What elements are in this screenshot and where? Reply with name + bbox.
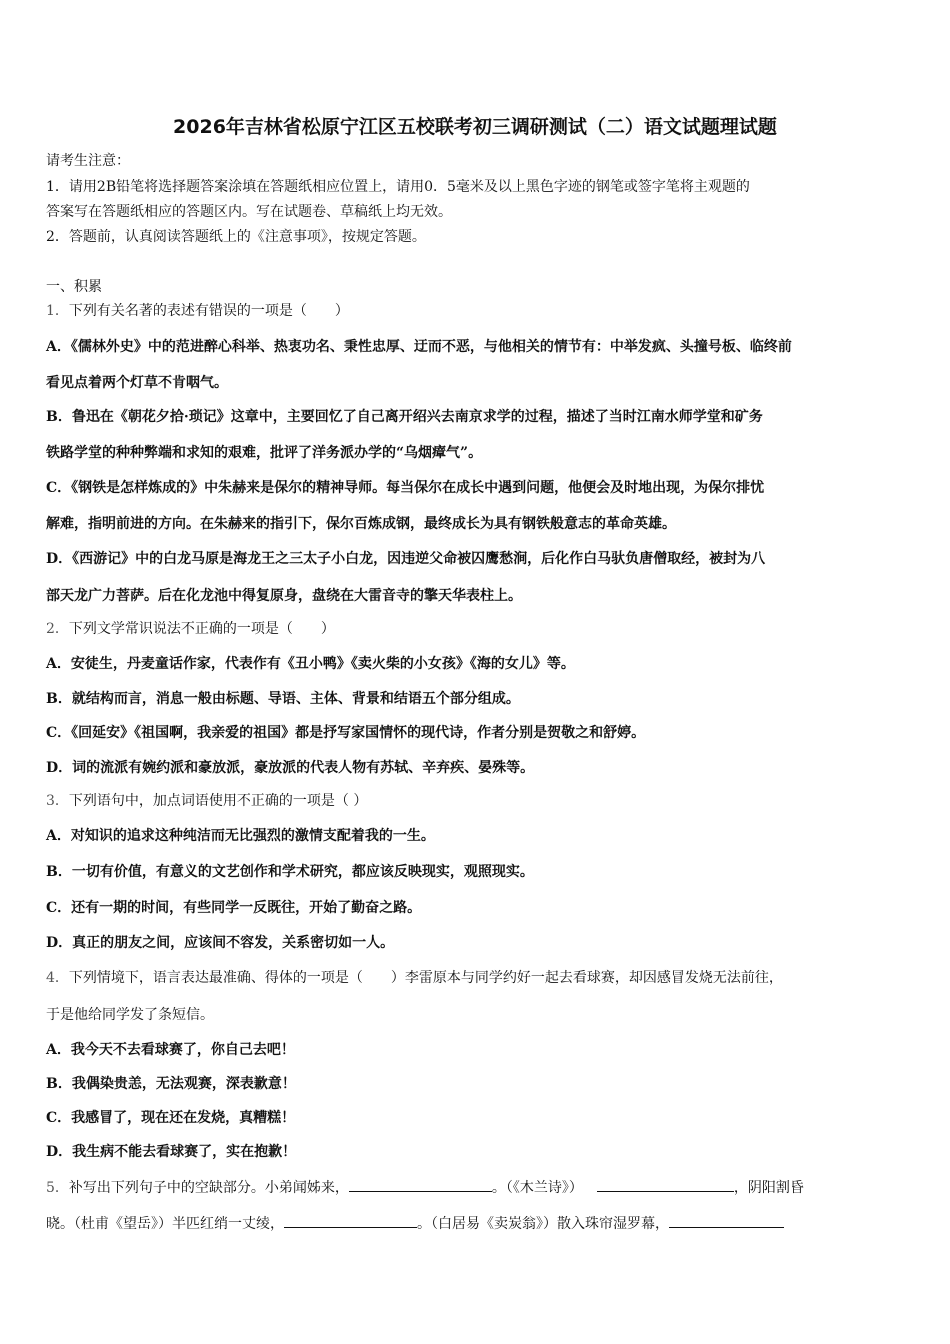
notice-item-1-cont: 答案写在答题纸相应的答题区内。写在试题卷、草稿纸上均无效。 (46, 204, 452, 220)
q1-option-d-cont: 部天龙广力菩萨。后在化龙池中得复原身，盘绕在大雷音寺的擎天华表柱上。 (46, 588, 522, 604)
question-4-stem-cont: 于是他给同学发了条短信。 (46, 1007, 214, 1023)
q3-option-a: A．对知识的追求这种纯洁而无比强烈的激情支配着我的一生。 (46, 828, 435, 844)
question-text: ，阴阳割昏 (733, 1180, 804, 1196)
notice-item-2: 2．答题前，认真阅读答题纸上的《注意事项》，按规定答题。 (46, 229, 426, 245)
question-2-stem (46, 619, 916, 639)
q1-option-d: D．《西游记》中的白龙马原是海龙王之三太子小白龙，因违逆父命被囚鹰愁涧，后化作白马驮负唐僧取经，被封为八 (46, 551, 766, 567)
q2-option-a: A．安徒生，丹麦童话作家，代表作有《丑小鸭》《卖火柴的小女孩》《海的女儿》等。 (46, 656, 575, 672)
fill-blank[interactable] (669, 1212, 784, 1228)
q1-option-c: C．《钢铁是怎样炼成的》中朱赫来是保尔的精神导师。每当保尔在成长中遇到问题，他便会及时地出现，为保尔排忧 (46, 480, 765, 496)
q1-option-a: A．《儒林外史》中的范进醉心科举、热衷功名、秉性忠厚、迂而不恶，与他相关的情节有：中举发疯、头撞号板、临终前 (46, 339, 792, 355)
q2-option-c: C．《回延安》《祖国啊，我亲爱的祖国》都是抒写家国情怀的现代诗，作者分别是贺敬之和舒婷。 (46, 725, 646, 741)
q1-option-b: B．鲁迅在《朝花夕拾·琐记》这章中，主要回忆了自己离开绍兴去南京求学的过程，描述了当时江南水师学堂和矿务 (46, 409, 763, 425)
q3-option-b: B．一切有价值，有意义的文艺创作和学术研究，都应该反映现实，观照现实。 (46, 864, 534, 880)
q4-option-c: C．我感冒了，现在还在发烧，真糟糕！ (46, 1110, 296, 1126)
q1-option-b-cont: 铁路学堂的种种弊端和求知的艰难，批评了洋务派办学的“乌烟瘴气”。 (46, 445, 483, 461)
question-text: 。（《木兰诗》） (491, 1180, 583, 1196)
q4-option-d: D．我生病不能去看球赛了，实在抱歉！ (46, 1144, 297, 1160)
question-text: 晓。（杜甫《望岳》）半匹红绡一丈绫， (46, 1216, 284, 1232)
fill-blank[interactable] (349, 1176, 492, 1192)
question-number: 4． (46, 970, 69, 986)
question-number: 3． (46, 793, 69, 809)
q1-option-c-cont: 解难，指明前进的方向。在朱赫来的指引下，保尔百炼成钢，最终成长为具有钢铁般意志的革命英雄。 (46, 516, 676, 532)
q2-option-d: D．词的流派有婉约派和豪放派，豪放派的代表人物有苏轼、辛弃疾、晏殊等。 (46, 760, 535, 776)
question-text: 下列文学常识说法不正确的一项是（ ） (68, 621, 335, 637)
exam-title: 2026年吉林省松原宁江区五校联考初三调研测试（二）语文试题理试题 (173, 116, 777, 138)
question-1-stem (46, 301, 916, 321)
q4-option-b: B．我偶染贵恙，无法观赛，深表歉意！ (46, 1076, 296, 1092)
question-number: 5． (46, 1180, 69, 1196)
question-4-stem (46, 968, 916, 988)
question-number: 1． (46, 303, 69, 319)
fill-blank[interactable] (284, 1212, 417, 1228)
question-5-stem (46, 1176, 916, 1198)
notice-heading: 请考生注意： (46, 153, 130, 169)
question-text: 下列有关名著的表述有错误的一项是（ ） (68, 303, 349, 319)
question-5-stem-cont (46, 1212, 916, 1234)
notice-item-1: 1．请用2B铅笔将选择题答案涂填在答题纸相应位置上，请用0．5毫米及以上黑色字迹的钢笔或签字笔将主观题的 (46, 179, 750, 195)
question-number: 2． (46, 621, 69, 637)
q3-option-c: C．还有一期的时间，有些同学一反既往，开始了勤奋之路。 (46, 900, 422, 916)
q2-option-b: B．就结构而言，消息一般由标题、导语、主体、背景和结语五个部分组成。 (46, 691, 520, 707)
question-3-stem (46, 791, 916, 811)
question-text: 。（白居易《卖炭翁》）散入珠帘湿罗幕， (417, 1216, 669, 1232)
q3-option-d: D．真正的朋友之间，应该间不容发，关系密切如一人。 (46, 935, 395, 951)
fill-blank[interactable] (597, 1176, 734, 1192)
question-text: 下列情境下，语言表达最准确、得体的一项是（ ）李雷原本与同学约好一起去看球赛，却因感冒发烧无法前往， (68, 970, 783, 986)
q4-option-a: A．我今天不去看球赛了，你自己去吧！ (46, 1042, 295, 1058)
section-heading: 一、积累 (46, 279, 102, 295)
question-text: 补写出下列句子中的空缺部分。小弟闻姊来， (68, 1180, 349, 1196)
q1-option-a-cont: 看见点着两个灯草不肯咽气。 (46, 375, 228, 391)
question-text: 下列语句中，加点词语使用不正确的一项是（ ） (68, 793, 368, 809)
